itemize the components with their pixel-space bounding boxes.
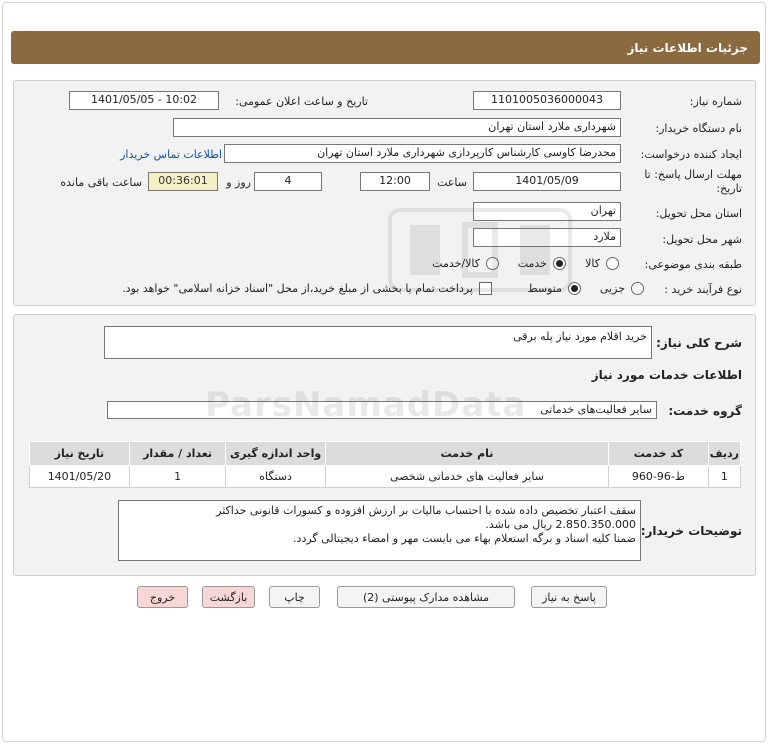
process-label: نوع فرآیند خرید : [664,283,742,296]
category-option-goods: کالا [585,257,600,270]
process-radio-minor[interactable] [631,282,644,295]
contact-info-link[interactable]: اطلاعات تماس خریدار [120,148,222,161]
exit-button[interactable]: خروج [137,586,188,608]
treasury-checkbox[interactable] [479,282,492,295]
requester-label: ایجاد کننده درخواست: [640,148,742,161]
need-info-panel [13,80,756,306]
province-label: استان محل تحویل: [655,207,742,220]
category-label: طبقه بندی موضوعی: [644,258,742,271]
category-option-service: خدمت [517,257,547,270]
cell-unit: دستگاه [226,466,326,488]
need-number-field: 1101005036000043 [473,91,621,110]
cell-row: 1 [708,466,740,488]
service-group-field: سایر فعالیت‌های خدماتی [107,401,657,419]
col-service-code: کد خدمت [609,442,709,466]
time-label: ساعت [437,176,467,189]
deadline-label: مهلت ارسال پاسخ: تا [644,168,742,181]
service-group-label: گروه خدمت: [668,404,742,418]
deadline-date-field: 1401/05/09 [473,172,621,191]
cell-need-date: 1401/05/20 [30,466,130,488]
reply-button[interactable]: پاسخ به نیاز [531,586,607,608]
table-header-row [30,442,741,466]
remaining-label: ساعت باقی مانده [60,176,142,189]
category-radio-goods-service[interactable] [486,257,499,270]
days-label: روز و [226,176,251,189]
buyer-notes-line-1: سقف اعتبار تخصیص داده شده با احتساب مالیات بر ارزش افزوده و کسورات قانونی حداکثر [216,504,636,517]
col-quantity: تعداد / مقدار [129,442,226,466]
days-field: 4 [254,172,322,191]
buyer-notes-line-3: ضمنا کلیه اسناد و برگه استعلام بهاء می بایست مهر و امضاء دیجیتالی گردد. [293,532,636,545]
category-radio-service[interactable] [553,257,566,270]
page-title: جزئیات اطلاعات نیاز [627,40,748,55]
services-table [29,441,741,488]
process-option-minor: جزیی [599,282,625,295]
col-service-name: نام خدمت [325,442,608,466]
cell-service-name: سایر فعالیت های خدماتی شخصی [325,466,608,488]
page-header [11,31,760,64]
province-field: تهران [473,202,621,221]
category-option-goods-service: کالا/خدمت [432,257,480,270]
announce-field: 1401/05/05 - 10:02 [69,91,219,110]
buyer-notes-line-2: 2.850.350.000 ریال می باشد. [485,518,636,531]
category-radio-goods[interactable] [606,257,619,270]
back-button[interactable]: بازگشت [202,586,255,608]
services-heading: اطلاعات خدمات مورد نیاز [591,368,742,382]
payment-note: پرداخت تمام یا بخشی از مبلغ خرید،از محل "اسناد خزانه اسلامی" خواهد بود. [122,282,473,295]
deadline-label-2: تاریخ: [716,182,742,195]
print-button[interactable]: چاپ [269,586,320,608]
buyer-notes-box [118,500,641,561]
announce-label: تاریخ و ساعت اعلان عمومی: [235,95,368,108]
buyer-notes-label: توضیحات خریدار: [640,524,742,538]
city-field: ملارد [473,228,621,247]
attachments-button[interactable]: مشاهده مدارک پیوستی (2) [337,586,515,608]
col-row: ردیف [708,442,740,466]
buyer-org-field: شهرداری ملارد استان تهران [173,118,621,137]
process-option-medium: متوسط [527,282,562,295]
city-label: شهر محل تحویل: [662,233,742,246]
need-number-label: شماره نیاز: [689,95,742,108]
buyer-org-label: نام دستگاه خریدار: [655,122,742,135]
table-row [30,466,741,488]
cell-service-code: ط-96-960 [609,466,709,488]
requester-field: مجدرضا کاوسی کارشناس کارپردازی شهرداری ملارد استان تهران [224,144,621,163]
cell-quantity: 1 [129,466,226,488]
summary-label: شرح کلی نیاز: [656,336,742,350]
summary-field: خرید اقلام مورد نیاز پله برقی [104,326,652,359]
col-unit: واحد اندازه گیری [226,442,326,466]
deadline-time-field: 12:00 [360,172,430,191]
remaining-time-field: 00:36:01 [148,172,218,191]
col-need-date: تاریخ نیاز [30,442,130,466]
process-radio-medium[interactable] [568,282,581,295]
